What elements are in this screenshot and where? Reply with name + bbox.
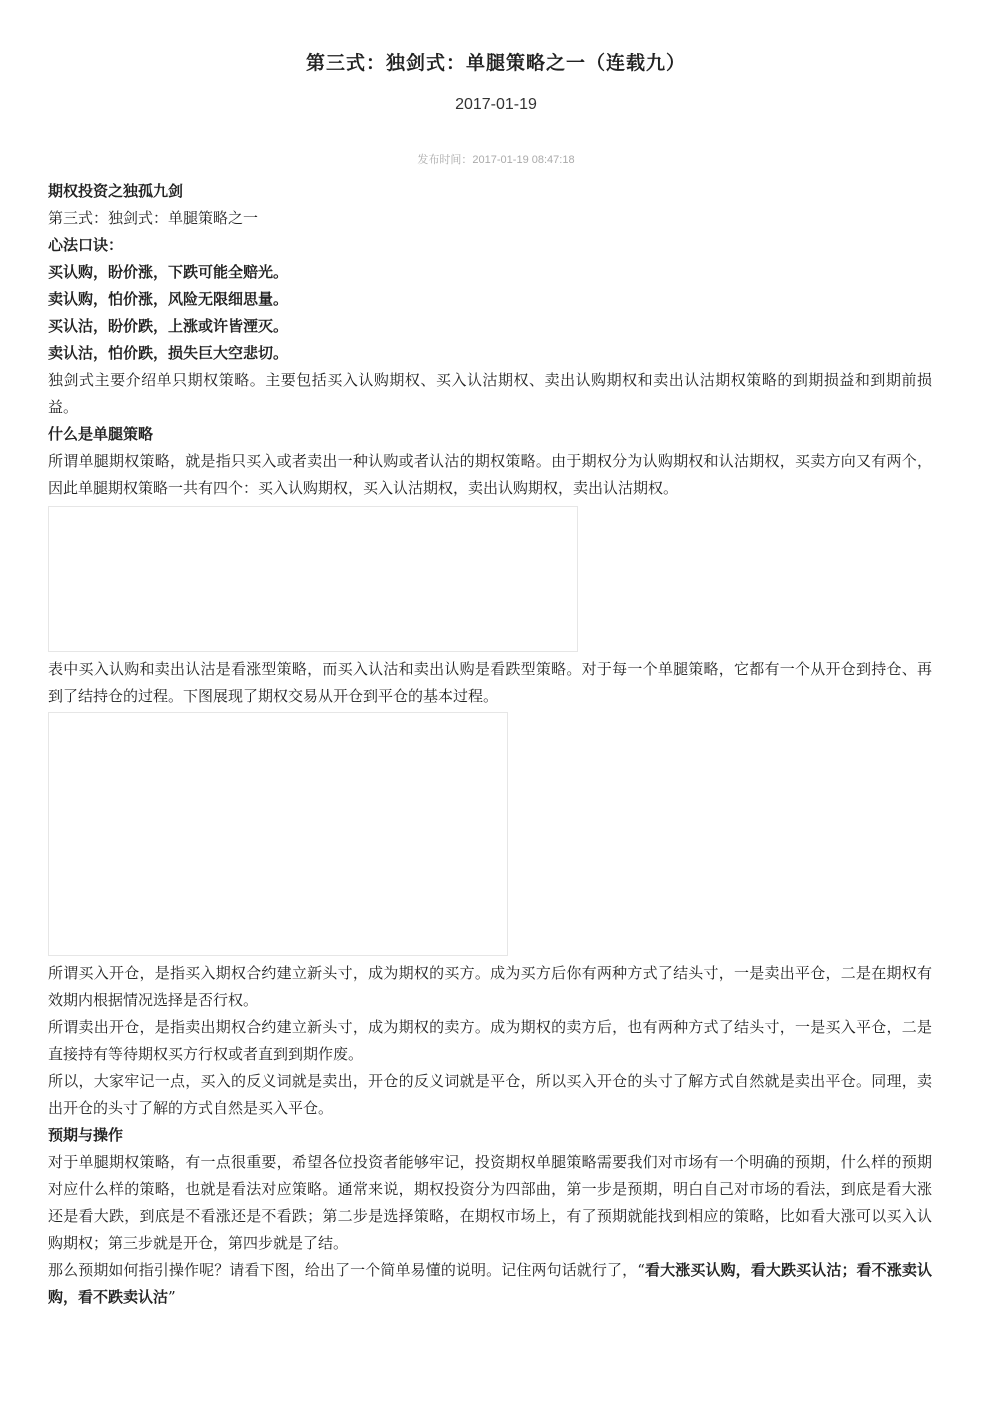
heading-main: 期权投资之独孤九剑 bbox=[48, 182, 184, 200]
article-date: 2017-01-19 bbox=[455, 96, 537, 113]
paragraph: 所谓单腿期权策略，就是指只买入或者卖出一种认购或者认沽的期权策略。由于期权分为认购期权和认沽期权，买卖方向又有两个，因此单腿期权策略一共有四个：买入认购期权，买入认沽期权，卖出认购期权，卖出认沽期权。 bbox=[48, 452, 932, 497]
intro-paragraph: 独剑式主要介绍单只期权策略。主要包括买入认购期权、买入认沽期权、卖出认购期权和卖出认沽期权策略的到期损益和到期前损益。 bbox=[48, 371, 932, 416]
publish-time: 发布时间：2017-01-19 08:47:18 bbox=[417, 154, 575, 166]
section-heading: 预期与操作 bbox=[48, 1126, 124, 1144]
mantra-line: 买认沽，盼价跌，上涨或许皆湮灭。 bbox=[48, 317, 289, 335]
tail-text: ” bbox=[168, 1288, 176, 1306]
mantra-heading: 心法口诀： bbox=[48, 236, 124, 254]
strategy-table-image bbox=[48, 506, 578, 652]
paragraph: 所谓买入开仓，是指买入期权合约建立新头寸，成为期权的买方。成为买方后你有两种方式了结头寸，一是卖出平仓，二是在期权有效期内根据情况选择是否行权。 bbox=[48, 964, 932, 1009]
key-rule-text: 看大涨买认购，看大跌买认沽；看不涨卖认购，看不跌卖认沽 bbox=[48, 1261, 932, 1306]
trading-process-image bbox=[48, 712, 508, 956]
lead-text: 那么预期如何指引操作呢？请看下图，给出了一个简单易懂的说明。记住两句话就行了，“ bbox=[48, 1261, 645, 1279]
section-heading: 什么是单腿策略 bbox=[48, 425, 154, 443]
mantra-line: 买认购，盼价涨，下跌可能全赔光。 bbox=[48, 263, 289, 281]
paragraph: 所谓卖出开仓，是指卖出期权合约建立新头寸，成为期权的卖方。成为期权的卖方后，也有两种方式了结头寸，一是买入平仓，二是直接持有等待期权买方行权或者直到到期作废。 bbox=[48, 1018, 932, 1063]
article-body bbox=[48, 178, 932, 1311]
page-title: 第三式：独剑式：单腿策略之一（连载九） bbox=[305, 52, 686, 74]
mantra-line: 卖认购，怕价涨，风险无限细思量。 bbox=[48, 290, 289, 308]
paragraph: 对于单腿期权策略，有一点很重要，希望各位投资者能够牢记，投资期权单腿策略需要我们对市场有一个明确的预期，什么样的预期对应什么样的策略，也就是看法对应策略。通常来说，期权投资分为四部曲，第一步是预期，明白自己对市场的看法，到底是看大涨还是看大跌，到底是不看涨还是不看跌；第二步是选择策略，在期权市场上，有了预期就能找到相应的策略，比如看大涨可以买入认购期权；第三步就是开仓，第四步就是了结。 bbox=[48, 1153, 932, 1252]
paragraph bbox=[48, 1257, 932, 1311]
subheading: 第三式：独剑式：单腿策略之一 bbox=[48, 209, 259, 227]
paragraph: 所以，大家牢记一点，买入的反义词就是卖出，开仓的反义词就是平仓，所以买入开仓的头寸了解方式自然就是卖出平仓。同理，卖出开仓的头寸了解的方式自然是买入平仓。 bbox=[48, 1072, 932, 1117]
mantra-line: 卖认沽，怕价跌，损失巨大空悲切。 bbox=[48, 344, 289, 362]
paragraph: 表中买入认购和卖出认沽是看涨型策略，而买入认沽和卖出认购是看跌型策略。对于每一个单腿策略，它都有一个从开仓到持仓、再到了结持仓的过程。下图展现了期权交易从开仓到平仓的基本过程。 bbox=[48, 660, 932, 705]
